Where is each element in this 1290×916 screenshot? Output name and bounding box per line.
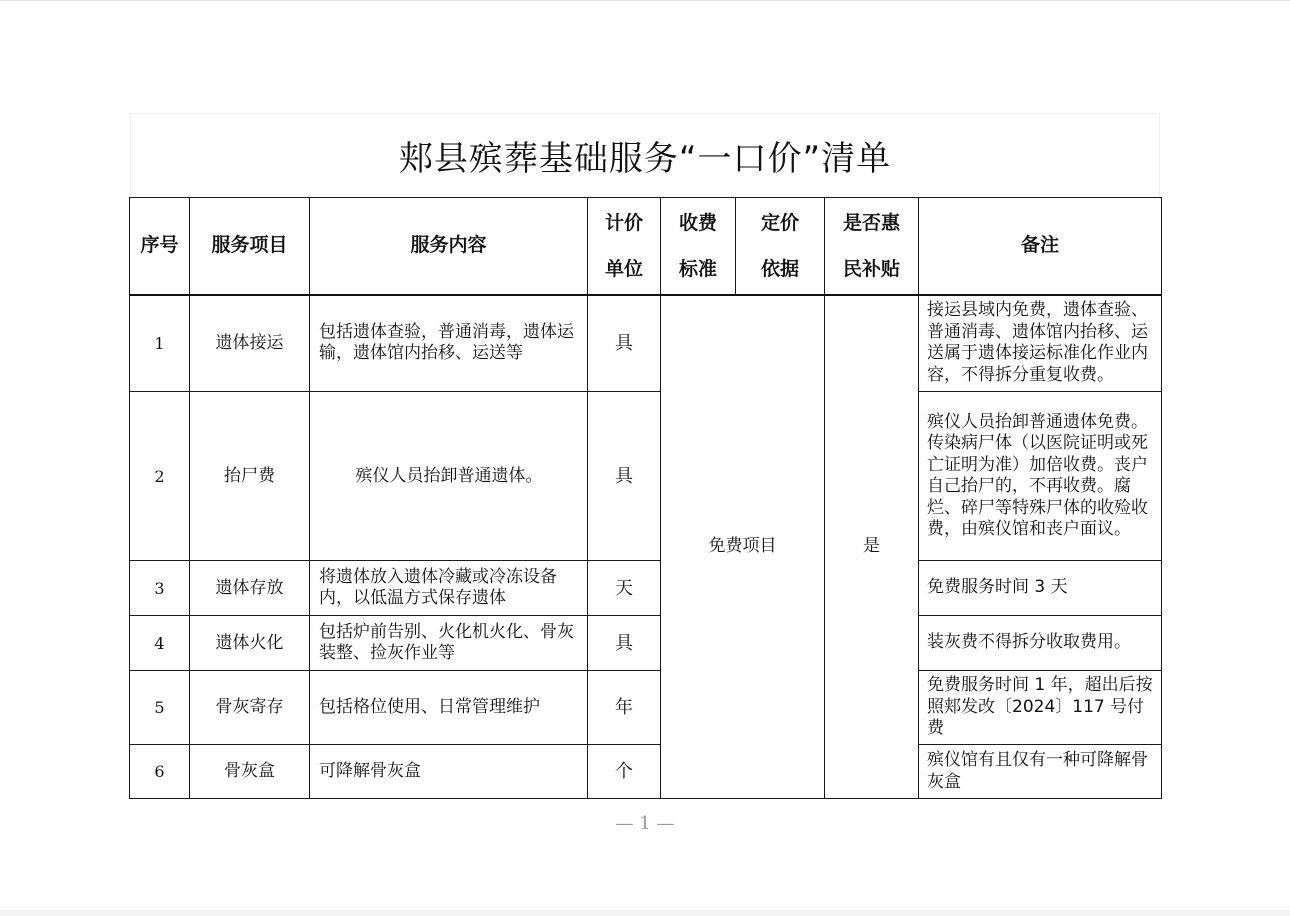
header-unit-line2: 单位	[604, 257, 643, 280]
header-note: 备注	[919, 198, 1162, 295]
row-item: 骨灰寄存	[190, 671, 310, 745]
row-item: 遗体接运	[190, 295, 310, 392]
row-note: 接运县域内免费，遗体查验、普通消毒、遗体馆内抬移、运送属于遗体接运标准化作业内容，不得拆分重复收费。	[919, 295, 1162, 392]
fee-standard-merged: 免费项目	[661, 295, 825, 799]
row-no: 4	[130, 616, 190, 671]
header-basis-line1: 定价	[760, 211, 799, 234]
row-note: 殡仪人员抬卸普通遗体免费。传染病尸体（以医院证明或死亡证明为准）加倍收费。丧户自己抬尸的，不再收费。腐烂、碎尸等特殊尸体的收殓收费，由殡仪馆和丧户面议。	[919, 392, 1162, 561]
row-unit: 具	[588, 295, 661, 392]
page-bottom-border	[0, 910, 1290, 916]
row-no: 1	[130, 295, 190, 392]
table-row	[130, 561, 1162, 616]
row-note: 免费服务时间 3 天	[919, 561, 1162, 616]
document-title: 郏县殡葬基础服务“一口价”清单	[130, 113, 1160, 197]
row-content: 殡仪人员抬卸普通遗体。	[310, 392, 588, 561]
row-item: 遗体存放	[190, 561, 310, 616]
row-unit: 具	[588, 392, 661, 561]
page-number: — 1 —	[615, 813, 675, 834]
header-std-line1: 收费	[678, 211, 717, 234]
table-row	[130, 295, 1162, 392]
row-note: 殡仪馆有且仅有一种可降解骨灰盒	[919, 745, 1162, 799]
header-std-line2: 标准	[678, 257, 717, 280]
table-header-row	[130, 198, 1162, 295]
row-content: 可降解骨灰盒	[310, 745, 588, 799]
header-subsidy-line1: 是否惠	[842, 211, 900, 234]
row-unit: 个	[588, 745, 661, 799]
row-content: 包括格位使用、日常管理维护	[310, 671, 588, 745]
row-item: 抬尸费	[190, 392, 310, 561]
subsidy-merged: 是	[825, 295, 919, 799]
header-content: 服务内容	[310, 198, 588, 295]
header-item: 服务项目	[190, 198, 310, 295]
header-fee-standard	[661, 198, 736, 295]
row-no: 5	[130, 671, 190, 745]
row-content: 包括炉前告别、火化机火化、骨灰装整、捡灰作业等	[310, 616, 588, 671]
row-content: 包括遗体查验，普通消毒，遗体运输，遗体馆内抬移、运送等	[310, 295, 588, 392]
row-note: 免费服务时间 1 年，超出后按照郏发改〔2024〕117 号付费	[919, 671, 1162, 745]
row-note: 装灰费不得拆分收取费用。	[919, 616, 1162, 671]
row-item: 骨灰盒	[190, 745, 310, 799]
page-top-border	[0, 0, 1290, 1]
header-unit-line1: 计价	[604, 211, 643, 234]
row-no: 6	[130, 745, 190, 799]
row-no: 3	[130, 561, 190, 616]
row-unit: 具	[588, 616, 661, 671]
row-unit: 年	[588, 671, 661, 745]
row-no: 2	[130, 392, 190, 561]
header-pricing-basis	[736, 198, 825, 295]
table-row	[130, 392, 1162, 561]
row-content: 将遗体放入遗体冷藏或冷冻设备内，以低温方式保存遗体	[310, 561, 588, 616]
header-unit	[588, 198, 661, 295]
header-subsidy-line2: 民补贴	[842, 257, 900, 280]
header-basis-line2: 依据	[760, 257, 799, 280]
fee-list-table	[129, 197, 1162, 799]
row-unit: 天	[588, 561, 661, 616]
header-no: 序号	[130, 198, 190, 295]
header-subsidy	[825, 198, 919, 295]
table-row	[130, 671, 1162, 745]
row-item: 遗体火化	[190, 616, 310, 671]
table-row	[130, 745, 1162, 799]
table-row	[130, 616, 1162, 671]
